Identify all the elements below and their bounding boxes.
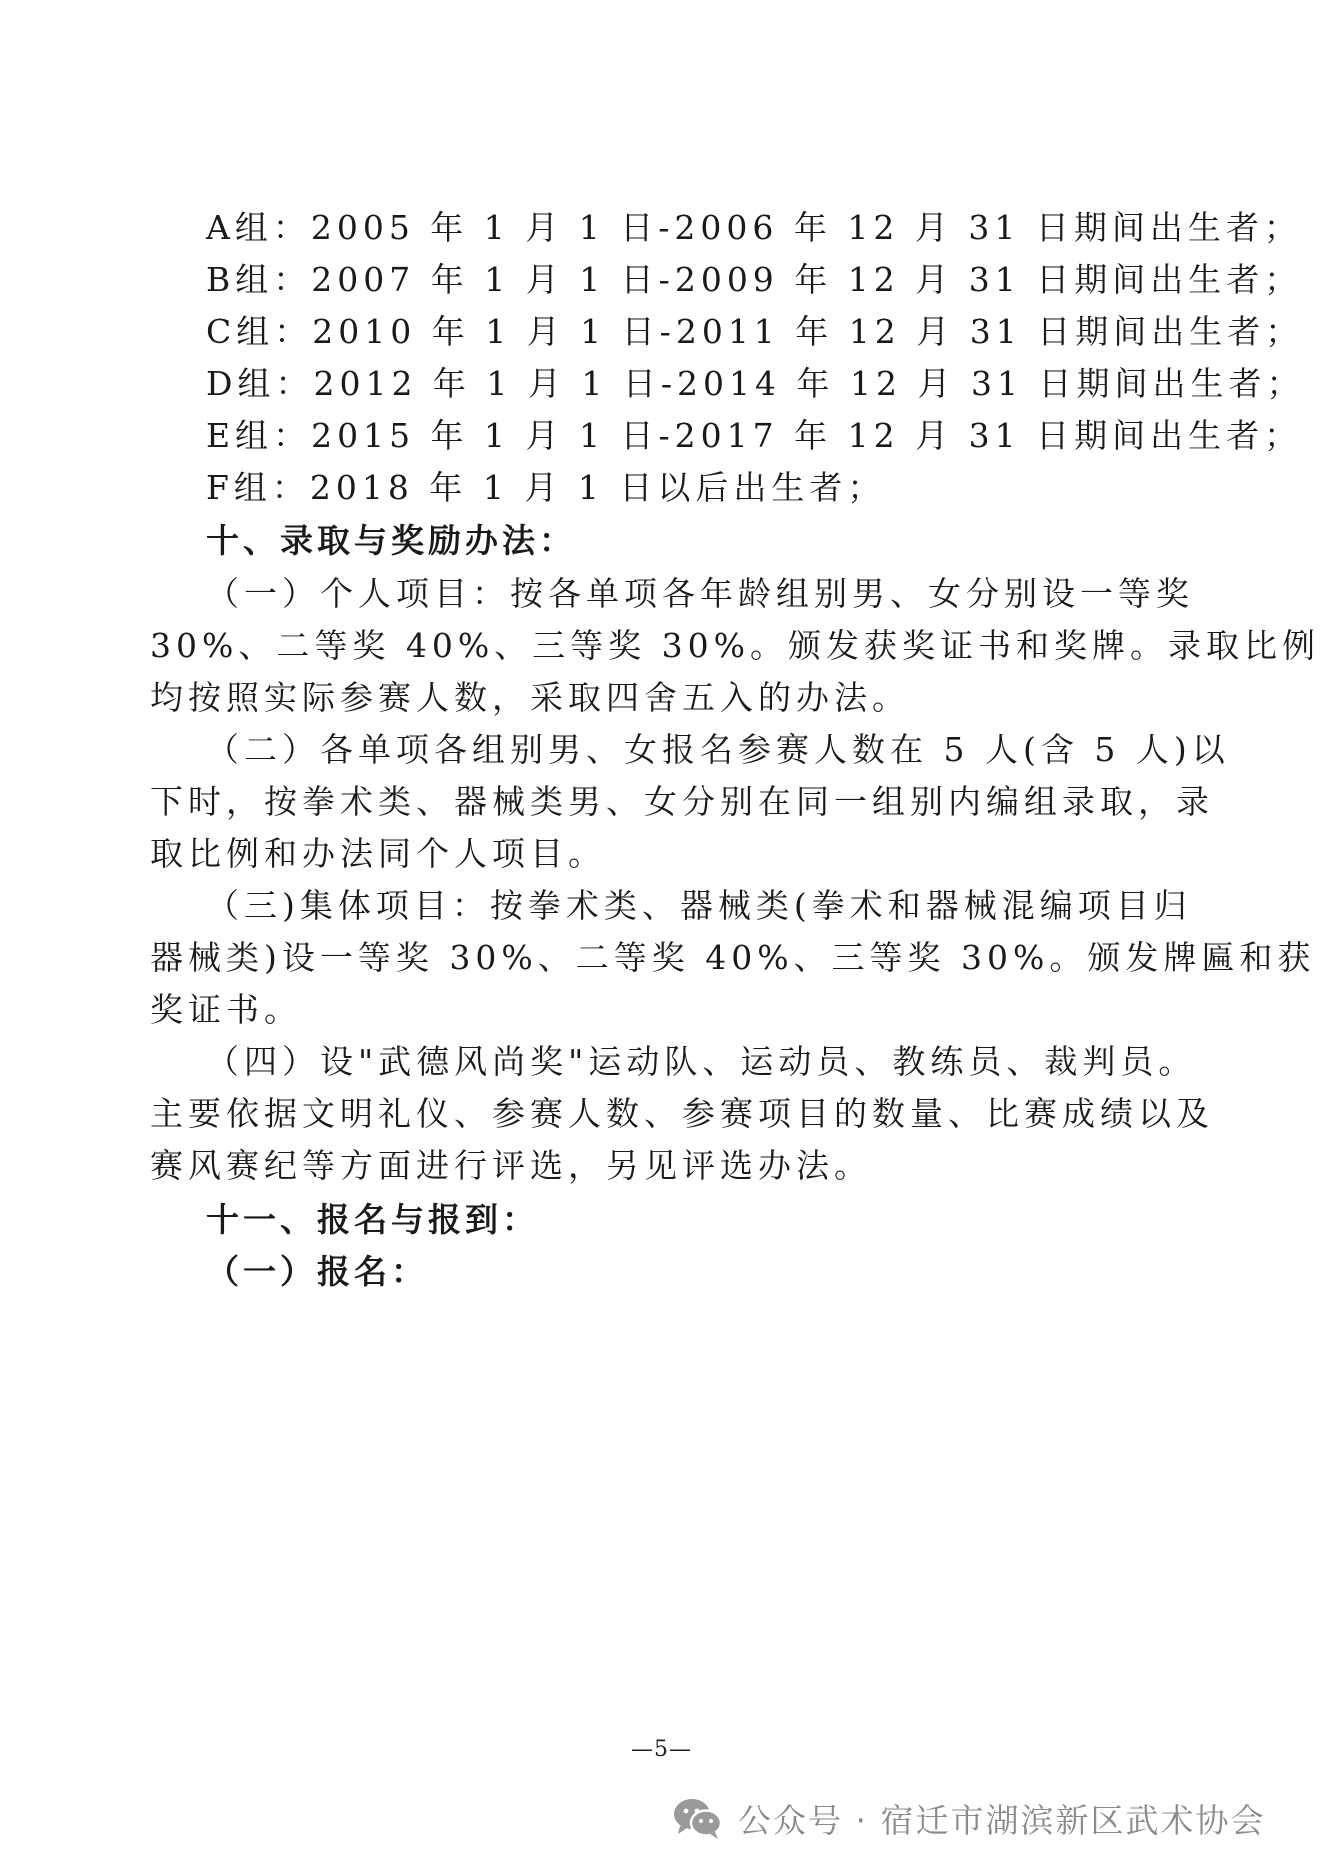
watermark: [672, 1794, 1265, 1842]
item-four-line-3: 赛风赛纪等方面进行评选，另见评选办法。: [150, 1146, 872, 1185]
age-group-f: F组：2018 年 1 月 1 日以后出生者；: [206, 468, 886, 507]
wechat-icon: [672, 1796, 724, 1840]
item-three-line-3: 奖证书。: [150, 990, 302, 1029]
age-group-e: E组：2015 年 1 月 1 日-2017 年 12 月 31 日期间出生者；: [206, 416, 1303, 455]
item-two-line-3: 取比例和办法同个人项目。: [150, 834, 606, 873]
item-two-line-1: （二）各单项各组别男、女报名参赛人数在 5 人(含 5 人)以: [206, 730, 1230, 769]
age-group-d: D组：2012 年 1 月 1 日-2014 年 12 月 31 日期间出生者；: [206, 364, 1305, 403]
item-two-line-2: 下时，按拳术类、器械类男、女分别在同一组别内编组录取，录: [150, 782, 1214, 821]
age-group-b: B组：2007 年 1 月 1 日-2009 年 12 月 31 日期间出生者；: [206, 260, 1303, 299]
age-group-c: C组：2010 年 1 月 1 日-2011 年 12 月 31 日期间出生者；: [206, 312, 1304, 351]
section-eleven-sub-one: （一）报名：: [206, 1252, 428, 1291]
item-four-line-1: （四）设"武德风尚奖"运动队、运动员、教练员、裁判员。: [206, 1042, 1197, 1081]
age-group-a: A组：2005 年 1 月 1 日-2006 年 12 月 31 日期间出生者；: [206, 208, 1302, 247]
item-three-line-1: （三)集体项目：按拳术类、器械类(拳术和器械混编项目归: [206, 886, 1192, 925]
item-three-line-2: 器械类)设一等奖 30%、二等奖 40%、三等奖 30%。颁发牌匾和获: [150, 938, 1316, 977]
item-four-line-2: 主要依据文明礼仪、参赛人数、参赛项目的数量、比赛成绩以及: [150, 1094, 1214, 1133]
item-one-line-3: 均按照实际参赛人数，采取四舍五入的办法。: [150, 678, 910, 717]
page-number: —5—: [631, 1737, 692, 1762]
section-ten-heading: 十、录取与奖励办法：: [206, 521, 576, 560]
watermark-text: 公众号 · 宿迁市湖滨新区武术协会: [738, 1800, 1266, 1840]
section-eleven-heading: 十一、报名与报到：: [206, 1200, 539, 1239]
item-one-line-1: （一）个人项目：按各单项各年龄组别男、女分别设一等奖: [206, 574, 1194, 613]
item-one-line-2: 30%、二等奖 40%、三等奖 30%。颁发获奖证书和奖牌。录取比例: [150, 626, 1321, 665]
